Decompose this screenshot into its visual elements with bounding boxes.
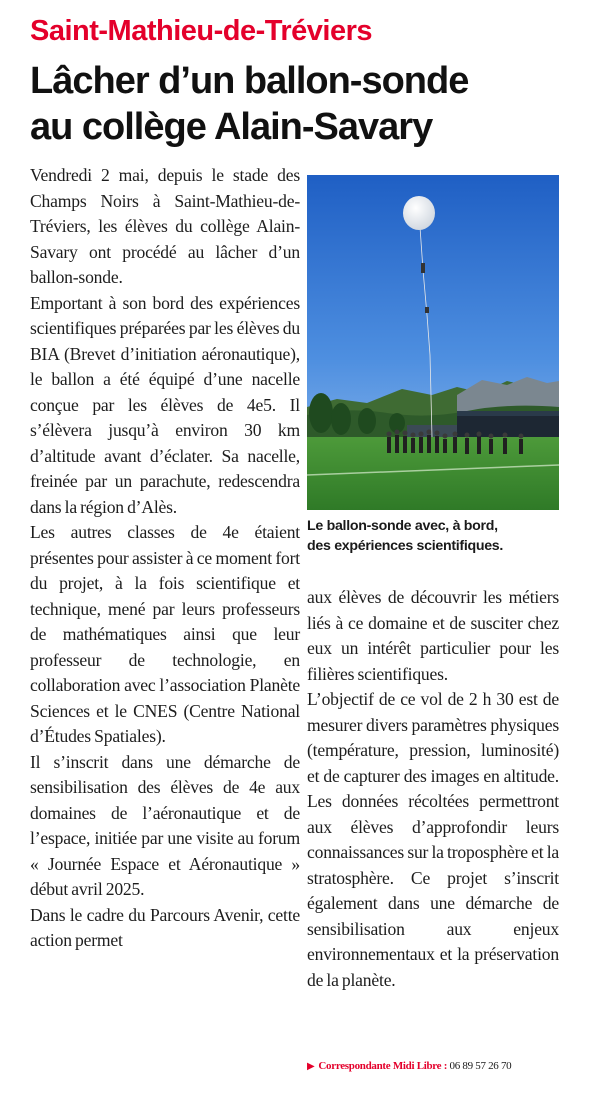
article-column-1 [30,163,300,954]
triangle-right-icon: ▶ [307,1061,315,1072]
balloon-photo [307,175,559,510]
location-kicker: Saint-Mathieu-de-Tréviers [30,15,373,47]
caption-line-2: des expériences scientifiques. [307,538,504,554]
paragraph: Vendredi 2 mai, depuis le stade des Champs Noirs à Saint-Mathieu-de-Tréviers, les élèves du collège Alain-Savary ont procédé au lâcher d’un ballon-sonde. [30,165,300,287]
author-credit [307,1060,567,1072]
headline-line-2: au collège Alain-Savary [30,106,433,148]
paragraph: Il s’inscrit dans une démarche de sensibilisation des élèves de 4e aux domaines de l’aéronautique et de l’espace, initiée par une visite au forum « Journée Espace et Aéronautique » début avril 2025. [30,751,300,899]
paragraph: Dans le cadre du Parcours Avenir, cette action permet [30,904,300,950]
paragraph: L’objectif de ce vol de 2 h 30 est de mesurer divers paramètres physiques (température, pression, luminosité) et de capturer des images en altitude. Les données récoltées permettront aux élèves d’approfondir leurs connaissances sur la troposphère et la stratosphère. Ce projet s’inscrit également dans une démarche de sensibilisation aux enjeux environnementaux et la préservation de la planète. [307,689,559,990]
paragraph: Les autres classes de 4e étaient présentes pour assister à ce moment fort du projet, à la fois scientifique et technique, mené par leurs professeurs de mathématiques ainsi que leur professeur de technologie, en collaboration avec l’association Planète Sciences et le CNES (Centre National d’Études Spatiales). [30,522,300,746]
photo-caption [307,516,567,556]
caption-line-1: Le ballon-sonde avec, à bord, [307,518,498,534]
article-column-2 [307,585,559,993]
article-headline [30,58,575,150]
headline-line-1: Lâcher d’un ballon-sonde [30,60,469,102]
credit-label: Correspondante Midi Libre : [318,1060,448,1072]
credit-phone: 06 89 57 26 70 [449,1060,512,1072]
paragraph: aux élèves de découvrir les métiers liés à ce domaine et de susciter chez eux un intérêt particulier pour les filières scientifiques. [307,587,559,684]
paragraph: Emportant à son bord des expériences scientifiques préparées par les élèves du BIA (Brevet d’initiation aéronautique), le ballon a été équipé d’une nacelle conçue par les élèves de 4e5. Il s’élèvera jusqu’à environ 30 km d’altitude avant d’éclater. Sa nacelle, freinée par un parachute, redescendra dans la région d’Alès. [30,292,300,517]
